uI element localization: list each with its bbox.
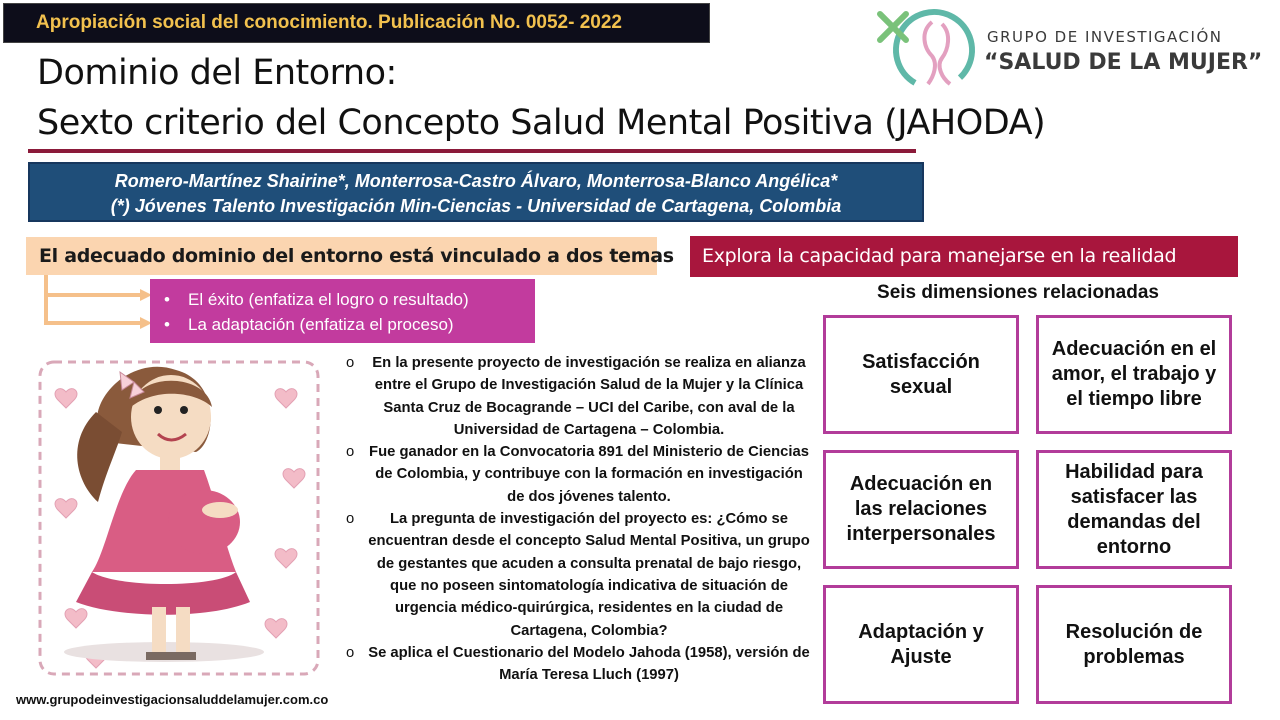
dimension-label: Adecuación en el amor, el trabajo y el tiempo libre — [1051, 338, 1217, 410]
theme-item: • El éxito (enfatiza el logro o resultado) — [160, 287, 535, 312]
bullet-marker: o — [346, 444, 355, 461]
description-text: Fue ganador en la Convocatoria 891 del Ministerio de Ciencias de Colombia, y contribuye con la formación en investigación de dos jóvenes talento. — [369, 444, 809, 505]
description-item — [340, 642, 810, 687]
project-description — [340, 352, 810, 686]
website-url[interactable]: www.grupodeinvestigacionsaluddelamujer.com.co — [16, 692, 329, 707]
dimension-label: Satisfacción sexual — [862, 350, 980, 398]
theme-item: • La adaptación (enfatiza el proceso) — [160, 312, 535, 337]
heart-icon — [55, 389, 77, 408]
heart-icon — [275, 549, 297, 568]
description-item — [340, 508, 810, 642]
bullet-marker: o — [346, 355, 355, 371]
page-title-line-2: Sexto criterio del Concepto Salud Mental Positiva (JAHODA) — [37, 103, 1046, 143]
dimension-card — [823, 315, 1019, 434]
description-text: La pregunta de investigación del proyecto es: ¿Cómo se encuentran desde el concepto Salud Mental Positiva, un grupo de gestantes que acuden a consulta prenatal de bajo riesgo, que no poseen sintomatología indicativa de situación de urgencia médico-quirúrgica, residentes en la ciudad de Cartagena, Colombia? — [368, 511, 810, 639]
capacity-heading: Explora la capacidad para manejarse en la realidad — [690, 236, 1238, 277]
themes-heading: El adecuado dominio del entorno está vinculado a dos temas — [26, 237, 657, 275]
heart-icon — [55, 499, 77, 518]
dimension-card — [823, 585, 1019, 704]
logo-group-label: GRUPO DE INVESTIGACIÓN — [987, 28, 1223, 46]
authors-box — [28, 162, 924, 222]
dimension-label: Resolución de problemas — [1065, 620, 1203, 668]
themes-arrows — [40, 275, 155, 330]
group-logo — [872, 4, 1263, 100]
description-text: Se aplica el Cuestionario del Modelo Jahoda (1958), versión de María Teresa Lluch (1997) — [368, 644, 810, 684]
heart-icon — [275, 389, 297, 408]
dimensions-heading: Seis dimensiones relacionadas — [877, 282, 1159, 303]
themes-list — [150, 279, 535, 343]
dimension-card — [1036, 585, 1232, 704]
description-item — [340, 352, 810, 441]
logo-emblem-icon — [872, 4, 982, 100]
title-divider — [28, 149, 916, 153]
page-title-line-1: Dominio del Entorno: — [37, 53, 397, 93]
authors-affiliation: (*) Jóvenes Talento Investigación Min-Ciencias - Universidad de Cartagena, Colombia — [110, 196, 842, 216]
heart-icon — [283, 469, 305, 488]
heart-icon — [265, 619, 287, 638]
bullet-marker: o — [346, 511, 355, 528]
authors-names: Romero-Martínez Shairine*, Monterrosa-Castro Álvaro, Monterrosa-Blanco Angélica* — [114, 171, 838, 191]
description-item — [340, 441, 810, 508]
dimension-card — [1036, 315, 1232, 434]
dimension-card — [823, 450, 1019, 569]
dimension-label: Adecuación en las relaciones interpersonales — [846, 473, 996, 545]
dimension-card — [1036, 450, 1232, 569]
dimension-label: Adaptación y Ajuste — [858, 620, 984, 668]
description-text: En la presente proyecto de investigación se realiza en alianza entre el Grupo de Investigación Salud de la Mujer y la Clínica Santa Cruz de Bocagrande – UCI del Caribe, con aval de la Universidad de Cartagena – Colombia. — [372, 355, 806, 438]
logo-group-name: “SALUD DE LA MUJER” — [984, 50, 1263, 75]
bullet-marker: o — [346, 644, 355, 661]
publication-banner: Apropiación social del conocimiento. Publicación No. 0052- 2022 — [3, 3, 710, 43]
pregnant-woman-illustration — [36, 352, 322, 682]
heart-icon — [65, 609, 87, 628]
dimension-label: Habilidad para satisfacer las demandas del entorno — [1065, 460, 1203, 558]
